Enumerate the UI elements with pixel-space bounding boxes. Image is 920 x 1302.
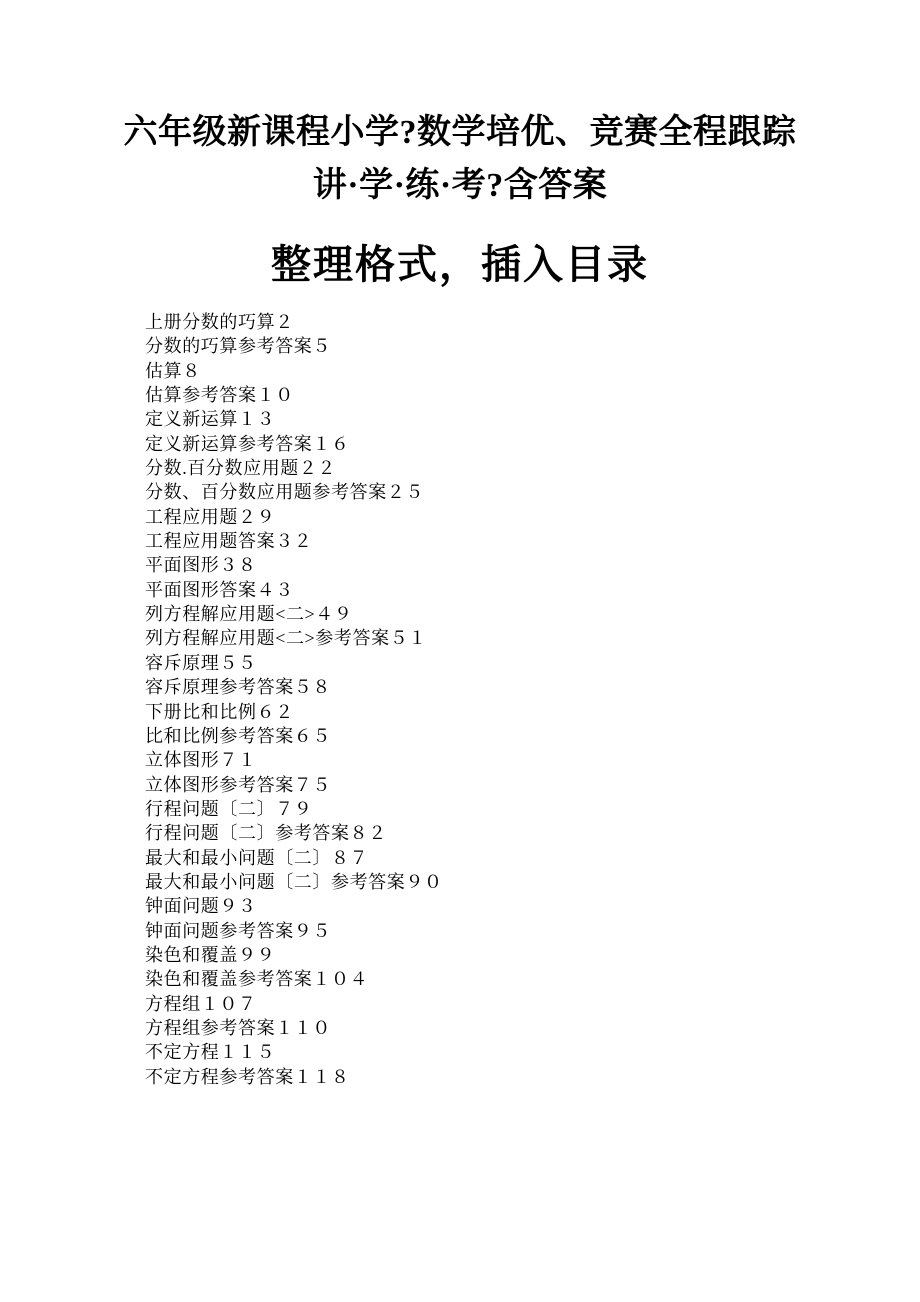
- toc-entry: 比和比例参考答案６５: [145, 725, 331, 746]
- toc-entry: 容斥原理５５: [145, 652, 257, 673]
- document-title: [0, 106, 920, 212]
- section-heading: 整理格式，插入目录: [271, 242, 649, 287]
- toc-entry: 列方程解应用题<二>参考答案５１: [145, 628, 427, 649]
- toc-entry: 不定方程１１５: [145, 1042, 276, 1063]
- toc-entry: 平面图形３８: [145, 555, 257, 576]
- toc-list: [145, 310, 860, 1089]
- toc-entry: 行程问题〔二〕７９: [145, 798, 313, 819]
- toc-entry: 染色和覆盖９９: [145, 944, 276, 965]
- toc-entry: 钟面问题９３: [145, 896, 257, 917]
- toc-entry: 工程应用题答案３２: [145, 531, 313, 552]
- toc-entry: 平面图形答案４３: [145, 579, 294, 600]
- toc-entry: 容斥原理参考答案５８: [145, 677, 331, 698]
- toc-entry: 下册比和比例６２: [145, 701, 294, 722]
- toc-entry: 工程应用题２９: [145, 506, 276, 527]
- document-title-line2: 讲·学·练·考?含答案: [312, 167, 608, 204]
- toc-entry: 方程组１０７: [145, 993, 257, 1014]
- toc-entry: 分数、百分数应用题参考答案２５: [145, 482, 424, 503]
- toc-entry: 钟面问题参考答案９５: [145, 920, 331, 941]
- document-title-line1: 六年级新课程小学?数学培优、竞赛全程跟踪: [123, 114, 797, 151]
- toc-entry: 列方程解应用题<二>４９: [145, 604, 353, 625]
- toc-entry: 估算８: [145, 360, 201, 381]
- toc-entry: 立体图形７１: [145, 750, 257, 771]
- toc-entry: 染色和覆盖参考答案１０４: [145, 969, 369, 990]
- toc-entry: 立体图形参考答案７５: [145, 774, 331, 795]
- toc-entry: 上册分数的巧算２: [145, 312, 294, 332]
- toc-entry: 估算参考答案１０: [145, 385, 294, 406]
- toc-entry: 定义新运算１３: [145, 409, 276, 430]
- toc-entry: 分数.百分数应用题２２: [145, 458, 337, 479]
- toc-entry: 分数的巧算参考答案５: [145, 336, 331, 357]
- toc-entry: 不定方程参考答案１１８: [145, 1066, 350, 1087]
- toc-entry: 最大和最小问题〔二〕８７: [145, 847, 369, 868]
- toc-entry: 方程组参考答案１１０: [145, 1017, 331, 1038]
- toc-entry: 最大和最小问题〔二〕参考答案９０: [145, 871, 443, 892]
- toc-entry: 行程问题〔二〕参考答案８２: [145, 823, 387, 844]
- toc-entry: 定义新运算参考答案１６: [145, 433, 350, 454]
